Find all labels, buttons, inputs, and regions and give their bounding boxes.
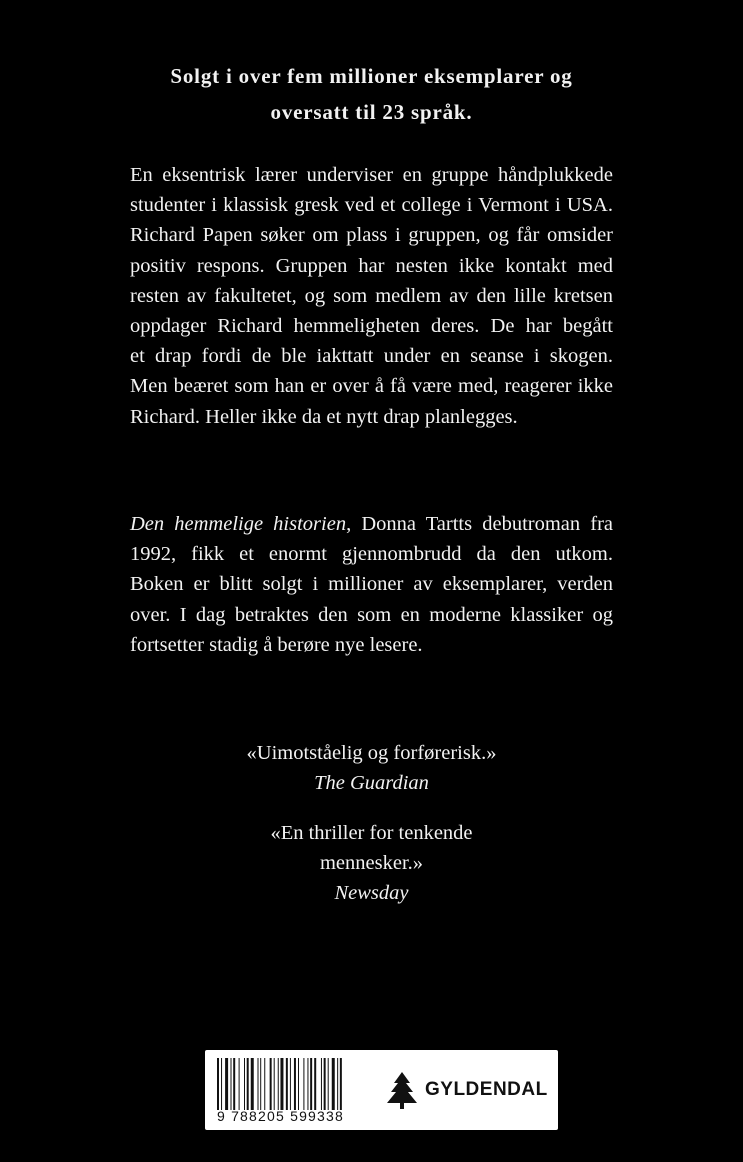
barcode-bar bbox=[239, 1058, 240, 1110]
barcode-bar bbox=[314, 1058, 316, 1110]
barcode-bar bbox=[264, 1058, 265, 1110]
barcode-bar bbox=[247, 1058, 249, 1110]
about-line-1-rest: , Donna Tartts debutroman fra bbox=[346, 513, 613, 535]
barcode-bar bbox=[294, 1058, 296, 1110]
barcode-bar bbox=[221, 1058, 222, 1110]
about-line bbox=[130, 509, 613, 539]
barcode-bar bbox=[260, 1058, 261, 1110]
quote-source: The Guardian bbox=[314, 772, 429, 794]
barcode-bar bbox=[286, 1058, 288, 1110]
review-quote-newsday bbox=[130, 818, 613, 908]
about-line: 1992, fikk et enormt gjennombrudd da den utkom. bbox=[130, 543, 613, 566]
synopsis-line: Richard. Heller ikke da et nytt drap planlegges. bbox=[130, 405, 518, 428]
barcode-bar bbox=[307, 1058, 308, 1110]
quote-text: mennesker.» bbox=[319, 852, 424, 874]
barcode-bar bbox=[290, 1058, 291, 1110]
synopsis-line: Men beæret som han er over å få være med, reagerer ikke bbox=[130, 375, 613, 398]
barcode-bar bbox=[328, 1058, 329, 1110]
synopsis-line: resten av fakultetet, og som medlem av den lille kretsen bbox=[130, 284, 613, 307]
synopsis-line: Richard Papen søker om plass i gruppen, og får omsider bbox=[130, 224, 613, 247]
barcode-bar bbox=[280, 1058, 283, 1110]
barcode-bar bbox=[303, 1058, 304, 1110]
about-line: fortsetter stadig å berøre nye lesere. bbox=[130, 633, 423, 656]
barcode-bar bbox=[258, 1058, 259, 1110]
barcode-bar bbox=[321, 1058, 322, 1110]
barcode-bar bbox=[274, 1058, 275, 1110]
barcode-bar bbox=[324, 1058, 326, 1110]
publisher-logo-text: GYLDENDAL bbox=[425, 1079, 548, 1100]
barcode-bar bbox=[270, 1058, 272, 1110]
synopsis-line: studenter i klassisk gresk ved et college i Vermont i USA. bbox=[130, 194, 613, 217]
barcode-bar bbox=[340, 1058, 342, 1110]
isbn-number: 9 788205 599338 bbox=[217, 1108, 344, 1124]
barcode-bar bbox=[244, 1058, 245, 1110]
review-quote-guardian bbox=[130, 738, 613, 798]
barcode-bar bbox=[251, 1058, 254, 1110]
about-line: Boken er blitt solgt i millioner av eksemplarer, verden bbox=[130, 573, 613, 596]
synopsis-line: et drap fordi de ble iakttatt under en seanse i skogen. bbox=[130, 345, 613, 368]
tagline bbox=[130, 58, 613, 130]
barcode-bar bbox=[298, 1058, 299, 1110]
barcode-bar bbox=[310, 1058, 312, 1110]
barcode-panel bbox=[205, 1050, 558, 1130]
barcode-bar bbox=[225, 1058, 228, 1110]
about-paragraph bbox=[130, 509, 613, 660]
quote-source: Newsday bbox=[334, 882, 409, 904]
barcode-bar bbox=[217, 1058, 219, 1110]
about-line: over. I dag betraktes den som en moderne klassiker og bbox=[130, 603, 613, 626]
barcode-bar bbox=[337, 1058, 338, 1110]
barcode-bar bbox=[278, 1058, 279, 1110]
barcode-bar bbox=[332, 1058, 335, 1110]
synopsis-line: positiv respons. Gruppen har nesten ikke kontakt med bbox=[130, 254, 613, 277]
synopsis-line: oppdager Richard hemmeligheten deres. De har begått bbox=[130, 315, 613, 338]
synopsis-line: En eksentrisk lærer underviser en gruppe håndplukkede bbox=[130, 164, 613, 186]
tagline-line-2: oversatt til 23 språk. bbox=[270, 100, 473, 124]
book-title: Den hemmelige historien bbox=[130, 513, 347, 535]
barcode-bar bbox=[233, 1058, 235, 1110]
barcode-bar bbox=[231, 1058, 232, 1110]
synopsis-paragraph bbox=[130, 160, 613, 432]
quote-text: «Uimotståelig og forførerisk.» bbox=[246, 742, 497, 764]
tree-icon bbox=[385, 1070, 419, 1110]
tagline-line-1: Solgt i over fem millioner eksemplarer og bbox=[170, 64, 573, 88]
quote-text: «En thriller for tenkende bbox=[270, 822, 473, 844]
barcode bbox=[217, 1058, 379, 1110]
